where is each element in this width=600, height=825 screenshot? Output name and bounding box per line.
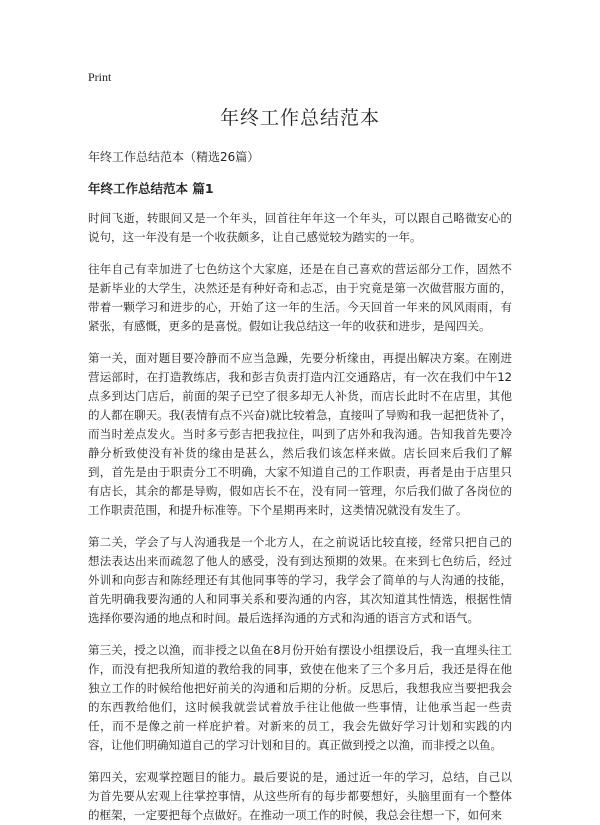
paragraph-intro: 时间飞逝，转眼间又是一个年头，回首往年年这一个年头，可以跟自己略微安心的说句，这一年没有是一个收获颇多，让自己感觉较为踏实的一年。	[88, 211, 512, 244]
document-subtitle: 年终工作总结范本（精选26篇）	[88, 150, 260, 164]
section-heading: 年终工作总结范本 篇1	[88, 181, 214, 196]
print-link[interactable]: Print	[88, 70, 112, 84]
document-title: 年终工作总结范本	[219, 107, 380, 129]
paragraph-fourth-pass: 第四关，宏观掌控题目的能力。最后要说的是，通过近一年的学习，总结，自己以为首先要从宏观上往掌控事情，从这些所有的每步都要想好，头脑里面有一个整体的框架，一定要把每个点做好。在推动一项工作的时候，我总会往想一下，如何来	[88, 770, 512, 822]
paragraph-third-pass: 第三关，授之以渔，而非授之以鱼在8月份开始有摆设小组摆设后，我一直埋头往工作，而没有把我所知道的教给我的同事，致使在他来了三个多月后，我还是得在他独立工作的时候给他把好前关的沟通和后期的分析。反思后，我想我应当要把我会的东西教给他们，这时候我就尝试着放手往让他做一些事情，让他承当起一些责任，而不是像之前一样庇护着。对新来的员工，我会先做好学习计划和实践的内容，让他们明确知道自己的学习计划和目的。真正做到授之以渔，而非授之以鱼。	[88, 643, 512, 752]
paragraph-first-pass: 第一关，面对题目要冷静而不应当急躁，先要分析缘由，再提出解决方案。在刚进营运部时，在打造教练店，我和彭吉负责打造内江交通路店，有一次在我们中午12点多到达门店后，前面的架子已空了很多却无人补货，而店长此时不在店里，其他的人都在聊天。我(表情有点不兴奋)就比较着急，直接叫了导购和我一起把货补了，而当时差点发火。当时多亏彭吉把我拉住，叫到了店外和我沟通。告知我首先要冷静分析致使没有补货的缘由是甚么，然后我们该怎样来做。店长回来后我们了解到，首先是由于职责分工不明确，大家不知道自己的工作职责，再者是由于店里只有店长，其余的都是导购，假如店长不在，没有同一管理，尔后我们做了各岗位的工作职责范围，和提升标准等。下个星期再来时，这类情况就没有发生了。	[88, 351, 512, 517]
paragraph-second-pass: 第二关，学会了与人沟通我是一个北方人，在之前说话比较直接，经常只把自己的想法表达出来而疏忽了他人的感受，没有到达预期的效果。在来到七色纺后，经过外训和向彭吉和陈经理还有其他同事等的学习，我学会了简单的与人沟通的技能，首先明确我要沟通的人和同事关系和要沟通的内容，其次知道其性情选，根据性情选择你要沟通的地点和时间。最后选择沟通的方式和沟通的语言方式和语气。	[88, 535, 512, 625]
paragraph-background: 往年自己有幸加进了七色纺这个大家庭，还是在自己喜欢的营运部分工作，固然不是新毕业的大学生，决然还是有种好奇和忐忑，由于究竟是第一次做营服方面的，带着一颗学习和进步的心，开始了这一年的生活。今天回首一年来的风风雨雨，有紧张，有感慨，更多的是喜悦。假如让我总结这一年的收获和进步，是闯四关。	[88, 262, 512, 333]
